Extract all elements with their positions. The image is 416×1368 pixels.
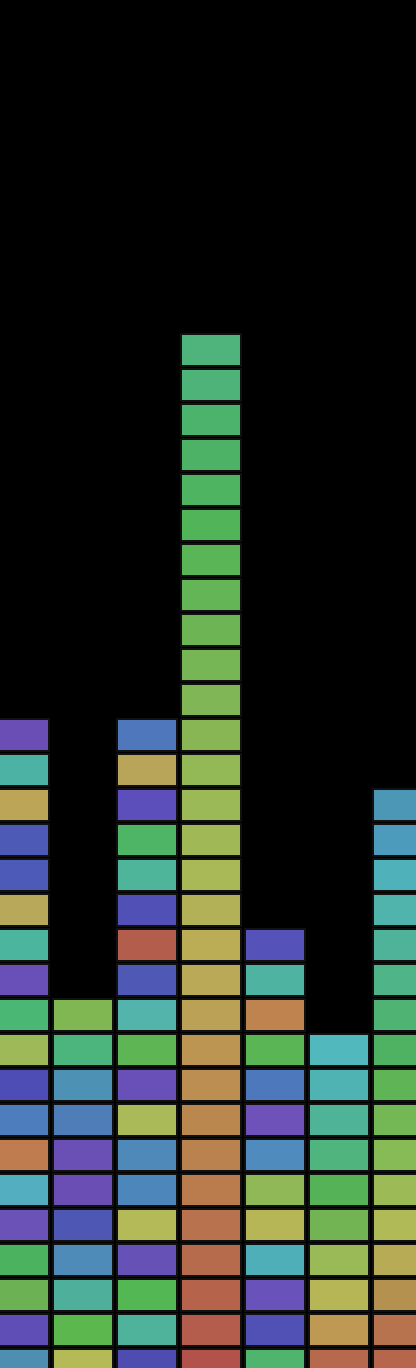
block xyxy=(180,438,242,472)
block xyxy=(244,1068,306,1102)
block xyxy=(0,718,50,752)
block xyxy=(52,998,114,1032)
block xyxy=(372,1068,416,1102)
block xyxy=(116,788,178,822)
block xyxy=(372,1313,416,1347)
block xyxy=(180,648,242,682)
block xyxy=(180,1068,242,1102)
block xyxy=(52,1173,114,1207)
block xyxy=(180,543,242,577)
block xyxy=(116,1313,178,1347)
block xyxy=(116,998,178,1032)
block xyxy=(0,1173,50,1207)
block xyxy=(308,1208,370,1242)
block xyxy=(372,893,416,927)
block xyxy=(308,1348,370,1368)
block xyxy=(180,1348,242,1368)
block xyxy=(372,1243,416,1277)
block xyxy=(116,1348,178,1368)
block xyxy=(244,1278,306,1312)
block xyxy=(244,963,306,997)
block xyxy=(308,1278,370,1312)
block xyxy=(52,1103,114,1137)
block xyxy=(0,963,50,997)
block xyxy=(180,1208,242,1242)
block xyxy=(52,1243,114,1277)
block xyxy=(0,1278,50,1312)
block xyxy=(52,1138,114,1172)
block xyxy=(52,1068,114,1102)
block xyxy=(244,1103,306,1137)
block xyxy=(180,718,242,752)
block xyxy=(372,1208,416,1242)
block xyxy=(180,333,242,367)
block xyxy=(244,1348,306,1368)
block xyxy=(0,788,50,822)
block xyxy=(0,1243,50,1277)
block xyxy=(116,1173,178,1207)
block xyxy=(180,1138,242,1172)
block xyxy=(116,1033,178,1067)
block xyxy=(52,1313,114,1347)
block xyxy=(116,753,178,787)
block xyxy=(0,928,50,962)
block xyxy=(244,998,306,1032)
block xyxy=(116,963,178,997)
block xyxy=(308,1138,370,1172)
block xyxy=(180,823,242,857)
block xyxy=(372,1348,416,1368)
block xyxy=(116,718,178,752)
block xyxy=(0,1033,50,1067)
block xyxy=(308,1243,370,1277)
block xyxy=(116,823,178,857)
block xyxy=(372,858,416,892)
block xyxy=(180,1313,242,1347)
block xyxy=(52,1348,114,1368)
block xyxy=(0,753,50,787)
block xyxy=(372,1033,416,1067)
block xyxy=(180,613,242,647)
block xyxy=(52,1033,114,1067)
block xyxy=(180,1278,242,1312)
block xyxy=(372,823,416,857)
block xyxy=(372,928,416,962)
block xyxy=(180,368,242,402)
block xyxy=(116,1243,178,1277)
block xyxy=(0,998,50,1032)
block xyxy=(116,1278,178,1312)
block xyxy=(116,858,178,892)
block xyxy=(372,788,416,822)
block xyxy=(244,1138,306,1172)
block xyxy=(116,1103,178,1137)
block xyxy=(180,788,242,822)
block xyxy=(244,1313,306,1347)
block xyxy=(308,1033,370,1067)
block xyxy=(116,1068,178,1102)
block xyxy=(180,508,242,542)
block xyxy=(244,1208,306,1242)
block xyxy=(372,1173,416,1207)
block xyxy=(372,963,416,997)
block xyxy=(372,1103,416,1137)
block xyxy=(372,998,416,1032)
block xyxy=(180,1173,242,1207)
block xyxy=(180,683,242,717)
block xyxy=(308,1313,370,1347)
block xyxy=(308,1068,370,1102)
block xyxy=(308,1103,370,1137)
block xyxy=(0,1138,50,1172)
block xyxy=(116,1138,178,1172)
block xyxy=(372,1138,416,1172)
block xyxy=(244,1173,306,1207)
block xyxy=(180,578,242,612)
block xyxy=(0,1208,50,1242)
block xyxy=(180,963,242,997)
block xyxy=(244,1243,306,1277)
block xyxy=(116,893,178,927)
block xyxy=(372,1278,416,1312)
block xyxy=(180,403,242,437)
block xyxy=(180,1243,242,1277)
block xyxy=(0,1348,50,1368)
block xyxy=(0,823,50,857)
block xyxy=(180,753,242,787)
block xyxy=(244,1033,306,1067)
block xyxy=(52,1278,114,1312)
block xyxy=(116,928,178,962)
block xyxy=(0,1313,50,1347)
block xyxy=(180,858,242,892)
block xyxy=(180,998,242,1032)
block xyxy=(0,1103,50,1137)
block xyxy=(308,1173,370,1207)
block xyxy=(180,928,242,962)
block xyxy=(180,893,242,927)
block xyxy=(116,1208,178,1242)
block xyxy=(180,1033,242,1067)
block xyxy=(52,1208,114,1242)
block xyxy=(244,928,306,962)
block xyxy=(0,893,50,927)
block xyxy=(180,473,242,507)
block xyxy=(0,1068,50,1102)
block xyxy=(0,858,50,892)
block xyxy=(180,1103,242,1137)
